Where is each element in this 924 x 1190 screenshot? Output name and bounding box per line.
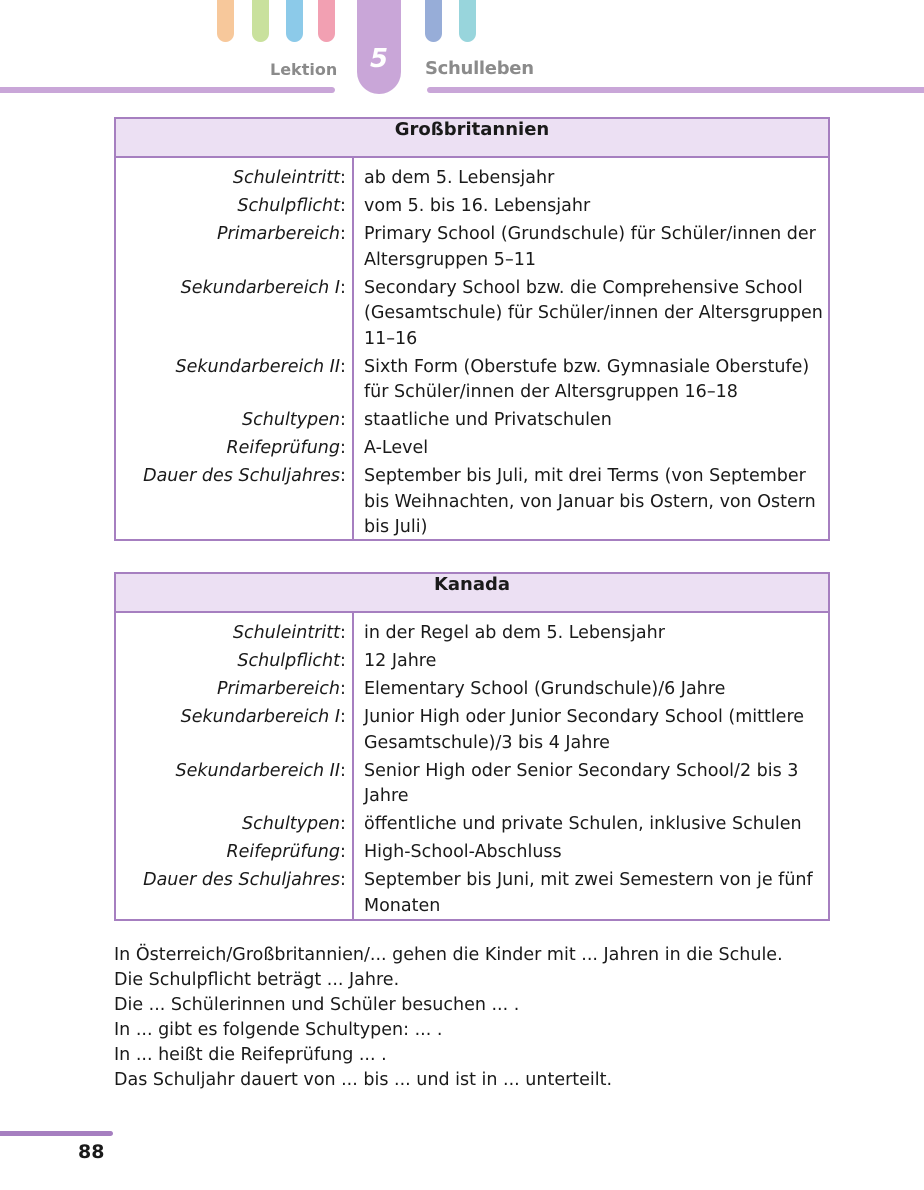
row-colon: :	[340, 466, 346, 486]
table-row	[116, 705, 828, 756]
row-colon: :	[340, 870, 346, 890]
table-row	[116, 759, 828, 810]
row-label-text: Dauer des Schuljahres	[143, 466, 340, 486]
row-label	[116, 621, 340, 647]
decorative-tab-orange	[217, 0, 234, 42]
row-label-text: Schultypen	[242, 410, 340, 430]
row-label	[116, 705, 340, 756]
column-divider	[352, 613, 354, 919]
exercise-line: Das Schuljahr dauert von ... bis ... und ist in ... unterteilt.	[114, 1070, 613, 1090]
row-colon: :	[340, 277, 346, 298]
table-row	[116, 677, 828, 703]
column-divider	[352, 158, 354, 539]
row-label-text: Primarbereich	[217, 679, 340, 699]
row-label	[116, 222, 340, 273]
row-label	[116, 868, 340, 919]
table-body	[116, 158, 828, 539]
table-row	[116, 222, 828, 273]
row-label-text: Sekundarbereich I	[180, 277, 340, 298]
row-label	[116, 194, 340, 220]
row-value: High-School-Abschluss	[364, 842, 562, 862]
table-row	[116, 408, 828, 434]
row-label-text: Sekundarbereich II	[175, 760, 340, 781]
row-label	[116, 464, 340, 541]
row-colon: :	[340, 760, 346, 781]
row-colon: :	[340, 438, 346, 458]
table-row	[116, 464, 828, 541]
decorative-tab-pink	[318, 0, 335, 42]
table-rows	[116, 158, 828, 541]
lesson-number: 5	[369, 44, 389, 74]
row-colon: :	[340, 651, 346, 671]
row-value: staatliche und Privatschulen	[364, 410, 612, 430]
row-label	[116, 649, 340, 675]
row-value: ab dem 5. Lebensjahr	[364, 168, 555, 188]
row-label	[116, 408, 340, 434]
chapter-title: Schulleben	[425, 58, 534, 79]
exercise-text	[114, 943, 828, 1093]
row-label-text: Sekundarbereich I	[180, 707, 340, 727]
footer-divider	[0, 1131, 113, 1136]
row-label	[116, 677, 340, 703]
row-value: September bis Juni, mit zwei Semestern von je fünf Monaten	[364, 870, 813, 916]
header-divider-right	[427, 87, 924, 93]
row-colon: :	[340, 196, 346, 216]
exercise-line: In ... gibt es folgende Schultypen: ... .	[114, 1020, 443, 1040]
row-colon: :	[340, 814, 346, 834]
row-colon: :	[340, 623, 346, 643]
table-row	[116, 649, 828, 675]
row-value: Elementary School (Grundschule)/6 Jahre	[364, 679, 726, 699]
row-colon: :	[340, 842, 346, 862]
row-label	[116, 355, 340, 406]
row-value: Senior High oder Senior Secondary School/2 bis 3 Jahre	[364, 760, 799, 806]
exercise-line: In Österreich/Großbritannien/... gehen die Kinder mit ... Jahren in die Schule.	[114, 945, 783, 965]
decorative-tab-blue	[286, 0, 303, 42]
table-row	[116, 436, 828, 462]
table-row	[116, 621, 828, 647]
row-value: Secondary School bzw. die Comprehensive School (Gesamtschule) für Schüler/innen der Altersgruppen 11–16	[364, 277, 823, 349]
table-row	[116, 166, 828, 192]
row-label-text: Schultypen	[242, 814, 340, 834]
row-label	[116, 276, 340, 353]
row-value: Junior High oder Junior Secondary School (mittlere Gesamtschule)/3 bis 4 Jahre	[364, 707, 805, 753]
country-table-great-britain	[114, 117, 830, 541]
country-table-canada	[114, 572, 830, 921]
row-value: vom 5. bis 16. Lebensjahr	[364, 196, 591, 216]
row-colon: :	[340, 707, 346, 727]
page-number: 88	[78, 1141, 105, 1163]
table-body	[116, 613, 828, 919]
row-label-text: Primarbereich	[217, 224, 340, 244]
row-value: 12 Jahre	[364, 651, 437, 671]
row-label-text: Schulpflicht	[237, 651, 340, 671]
table-rows	[116, 613, 828, 919]
table-row	[116, 812, 828, 838]
row-colon: :	[340, 356, 346, 377]
row-label-text: Schuleintritt	[232, 623, 340, 643]
exercise-line: Die Schulpflicht beträgt ... Jahre.	[114, 970, 400, 990]
decorative-tab-teal	[459, 0, 476, 42]
row-label	[116, 436, 340, 462]
row-value: Primary School (Grundschule) für Schüler/innen der Altersgruppen 5–11	[364, 224, 816, 270]
row-label-text: Sekundarbereich II	[175, 356, 340, 377]
row-colon: :	[340, 410, 346, 430]
table-title: Großbritannien	[116, 119, 828, 158]
table-title: Kanada	[116, 574, 828, 613]
row-value: A-Level	[364, 438, 429, 458]
row-value: in der Regel ab dem 5. Lebensjahr	[364, 623, 665, 643]
table-row	[116, 194, 828, 220]
row-label	[116, 166, 340, 192]
lesson-label: Lektion	[270, 60, 338, 79]
row-label-text: Reifeprüfung	[226, 842, 340, 862]
table-row	[116, 840, 828, 866]
row-label-text: Reifeprüfung	[226, 438, 340, 458]
row-value: öffentliche und private Schulen, inklusive Schulen	[364, 814, 802, 834]
header-divider-left	[0, 87, 335, 93]
decorative-tab-green	[252, 0, 269, 42]
row-label-text: Schuleintritt	[232, 168, 340, 188]
row-label-text: Dauer des Schuljahres	[143, 870, 340, 890]
row-label	[116, 812, 340, 838]
row-label	[116, 759, 340, 810]
row-colon: :	[340, 679, 346, 699]
table-row	[116, 355, 828, 406]
row-value: September bis Juli, mit drei Terms (von September bis Weihnachten, von Januar bis Ostern, von Ostern bis Juli)	[364, 466, 816, 537]
table-row	[116, 868, 828, 919]
row-colon: :	[340, 224, 346, 244]
row-colon: :	[340, 168, 346, 188]
row-label	[116, 840, 340, 866]
exercise-line: Die ... Schülerinnen und Schüler besuchen ... .	[114, 995, 520, 1015]
row-value: Sixth Form (Oberstufe bzw. Gymnasiale Oberstufe) für Schüler/innen der Altersgruppen 16–18	[364, 356, 810, 402]
decorative-tab-navy	[425, 0, 442, 42]
row-label-text: Schulpflicht	[237, 196, 340, 216]
exercise-line: In ... heißt die Reifeprüfung ... .	[114, 1045, 387, 1065]
table-row	[116, 276, 828, 353]
